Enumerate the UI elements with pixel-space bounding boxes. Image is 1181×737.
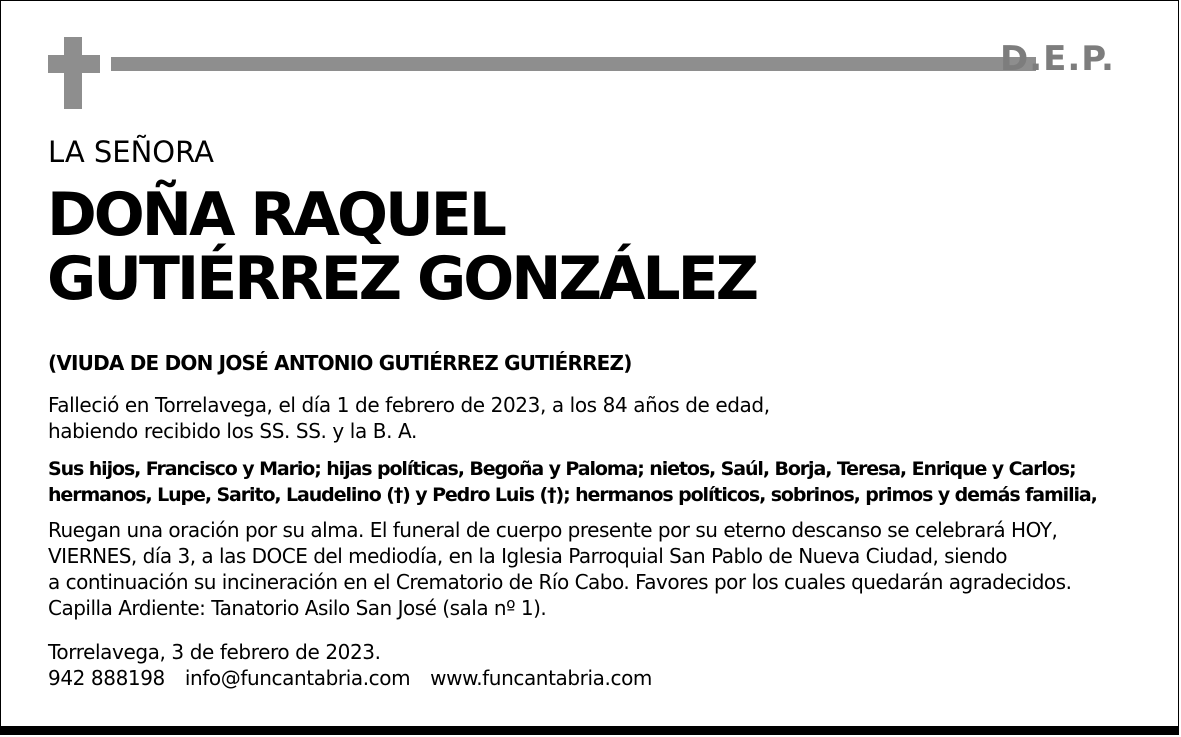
contact-line xyxy=(48,665,666,691)
cross-icon-horizontal xyxy=(48,55,100,73)
service-line: VIERNES, día 3, a las DOCE del mediodía, en la Iglesia Parroquial San Pablo de Nueva Ciudad, siendo xyxy=(48,544,1008,568)
death-line: Falleció en Torrelavega, el día 1 de febrero de 2023, a los 84 años de edad, xyxy=(48,393,770,417)
header xyxy=(48,37,1138,112)
name-line-1: DOÑA RAQUEL xyxy=(47,180,504,250)
family-line: Sus hijos, Francisco y Mario; hijas políticas, Begoña y Paloma; nietos, Saúl, Borja, Teresa, Enrique y Carlos; xyxy=(48,458,1076,480)
service-line: Capilla Ardiente: Tanatorio Asilo San José (sala nº 1). xyxy=(48,596,547,620)
family-line: hermanos, Lupe, Sarito, Laudelino (†) y Pedro Luis (†); hermanos políticos, sobrinos, primos y demás familia, xyxy=(48,484,1097,506)
web-link[interactable]: www.funcantabria.com xyxy=(430,666,652,690)
email-link[interactable]: info@funcantabria.com xyxy=(184,666,411,690)
family-paragraph xyxy=(48,456,1097,508)
service-line: Ruegan una oración por su alma. El funeral de cuerpo presente por su eterno descanso se celebrará HOY, xyxy=(48,518,1058,542)
deceased-name xyxy=(47,180,947,314)
service-paragraph xyxy=(48,517,1071,621)
cross-icon-vertical xyxy=(64,37,82,109)
intro-title: LA SEÑORA xyxy=(48,135,214,169)
bottom-rule xyxy=(1,726,1178,734)
place-date: Torrelavega, 3 de febrero de 2023. xyxy=(48,640,381,664)
service-line: a continuación su incineración en el Crematorio de Río Cabo. Favores por los cuales quedarán agradecidos. xyxy=(48,570,1072,594)
widow-subtitle: (VIUDA DE DON JOSÉ ANTONIO GUTIÉRREZ GUTIÉRREZ) xyxy=(48,351,632,375)
phone-number: 942 888198 xyxy=(48,666,165,690)
name-line-2: GUTIÉRREZ GONZÁLEZ xyxy=(47,244,757,314)
footer-paragraph xyxy=(48,639,666,691)
dep-label: D.E.P. xyxy=(1000,39,1115,79)
death-line: habiendo recibido los SS. SS. y la B. A. xyxy=(48,419,417,443)
header-rule xyxy=(111,57,1036,71)
death-paragraph xyxy=(48,392,770,444)
